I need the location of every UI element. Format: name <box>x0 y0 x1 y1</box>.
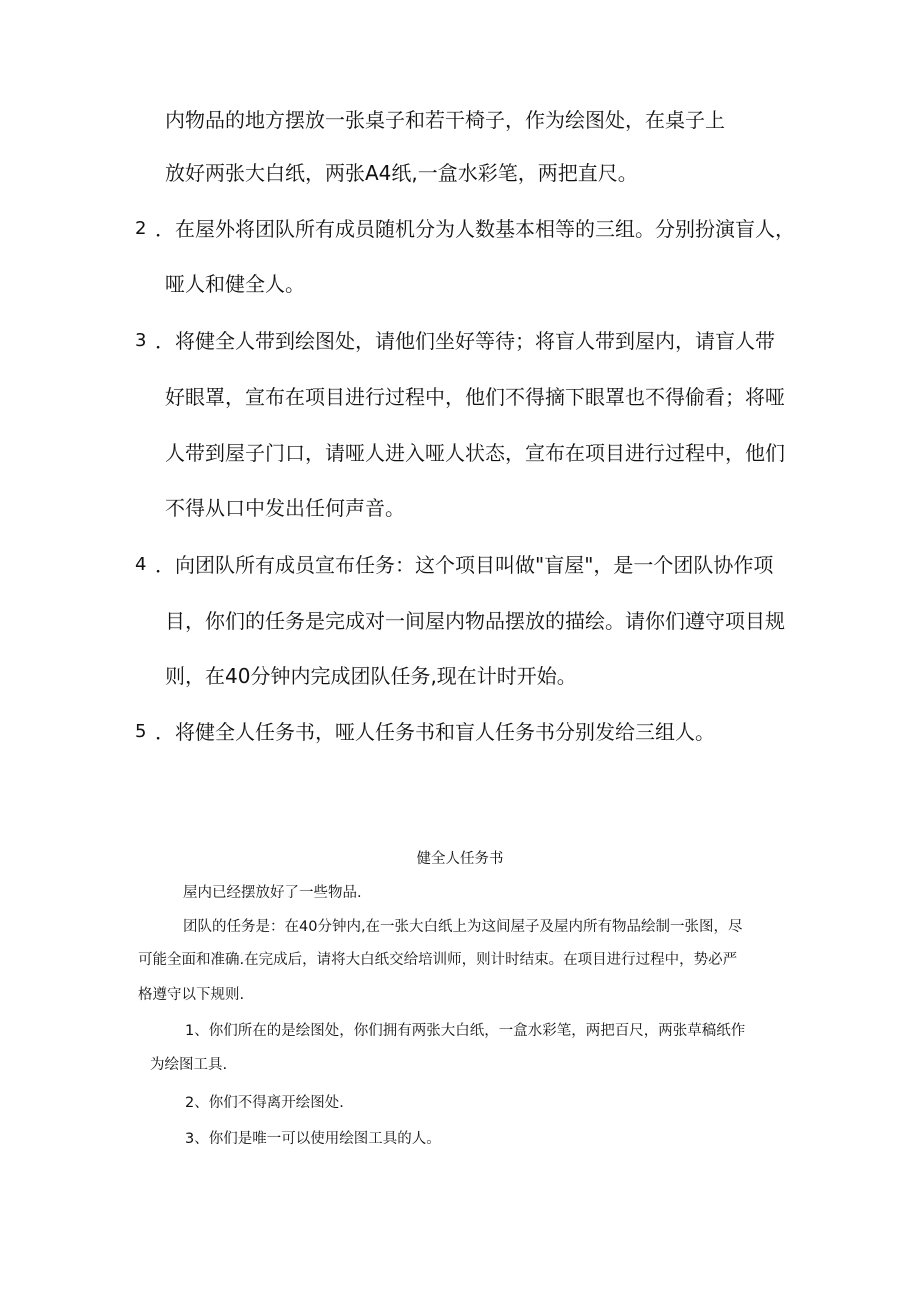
task-book-title: 健全人任务书 <box>416 851 504 867</box>
team-task-line-2: 可能全面和准确.在完成后，请将大白纸交给培训师，则计时结束。在项目进行过程中，势必严 <box>138 952 738 968</box>
team-task-line-1: 团队的任务是：在40分钟内,在一张大白纸上为这间屋子及屋内所有物品绘制一张图，尽 <box>183 919 743 935</box>
item-2-line-1: ．在屋外将团队所有成员随机分为人数基本相等的三组。分别扮演盲人， <box>155 217 795 241</box>
task-book-intro: 屋内已经摆放好了一些物品. <box>183 885 362 901</box>
item-5-line-1: ．将健全人任务书，哑人任务书和盲人任务书分别发给三组人。 <box>155 720 715 744</box>
item-4-number: 4 <box>135 554 147 575</box>
item-1-line-1: 内物品的地方摆放一张桌子和若干椅子，作为绘图处，在桌子上 <box>165 108 725 132</box>
item-1-line-2: 放好两张大白纸，两张A4纸,一盒水彩笔，两把直尺。 <box>165 161 638 185</box>
item-3-line-4: 不得从口中发出任何声音。 <box>165 496 405 520</box>
item-4-line-3: 则，在40分钟内完成团队任务,现在计时开始。 <box>165 664 577 688</box>
item-4-line-1: ．向团队所有成员宣布任务：这个项目叫做"盲屋"，是一个团队协作项 <box>155 553 774 577</box>
item-3-line-3: 人带到屋子门口，请哑人进入哑人状态，宣布在项目进行过程中，他们 <box>165 441 785 465</box>
item-2-number: 2 <box>135 218 147 239</box>
item-3-number: 3 <box>135 330 147 351</box>
rule-1-line-2: 为绘图工具. <box>150 1057 228 1073</box>
rule-1-line-1: 1、你们所在的是绘图处，你们拥有两张大白纸，一盒水彩笔，两把百尺，两张草稿纸作 <box>185 1023 746 1039</box>
item-3-line-2: 好眼罩，宣布在项目进行过程中，他们不得摘下眼罩也不得偷看；将哑 <box>165 385 785 409</box>
item-4-line-2: 目，你们的任务是完成对一间屋内物品摆放的描绘。请你们遵守项目规 <box>165 609 785 633</box>
rule-2-line-1: 2、你们不得离开绘图处. <box>185 1095 344 1111</box>
item-2-line-2: 哑人和健全人。 <box>165 272 305 296</box>
item-5-number: 5 <box>135 721 147 742</box>
team-task-line-3: 格遵守以下规则. <box>138 987 245 1003</box>
rule-3-line-1: 3、你们是唯一可以使用绘图工具的人。 <box>185 1131 441 1147</box>
item-3-line-1: ．将健全人带到绘图处，请他们坐好等待；将盲人带到屋内，请盲人带 <box>155 329 775 353</box>
